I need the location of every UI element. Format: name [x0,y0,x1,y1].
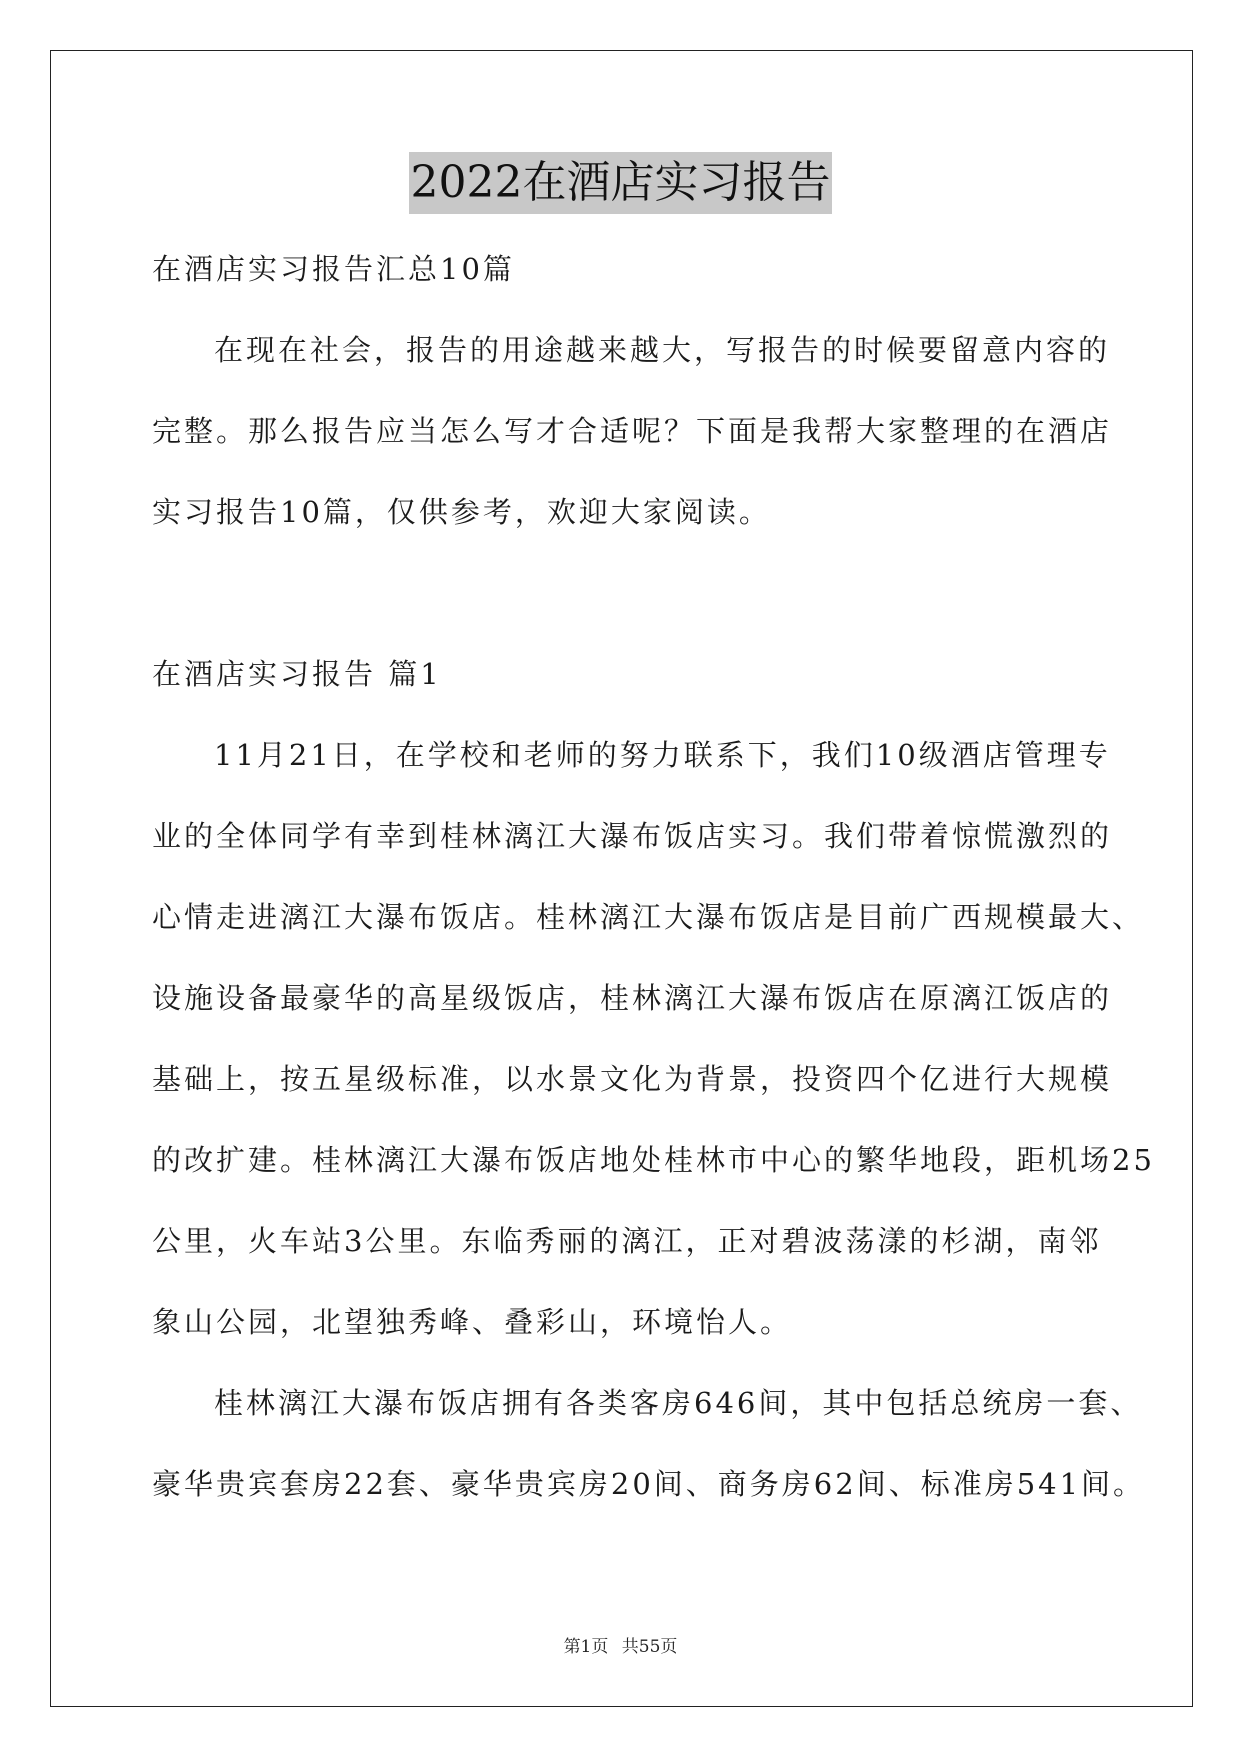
body-paragraph-line: 桂林漓江大瀑布饭店拥有各类客房646间，其中包括总统房一套、 [214,1386,1143,1420]
body-paragraph-line: 11月21日，在学校和老师的努力联系下，我们10级酒店管理专 [214,738,1111,772]
intro-paragraph-line: 实习报告10篇，仅供参考，欢迎大家阅读。 [152,495,771,529]
title-container [0,152,1241,214]
intro-paragraph-line: 在现在社会，报告的用途越来越大，写报告的时候要留意内容的 [214,333,1111,367]
paragraph-gap [152,553,1092,634]
page-number: 第1页 [563,1637,609,1657]
intro-paragraph-line: 完整。那么报告应当怎么写才合适呢？下面是我帮大家整理的在酒店 [152,414,1113,448]
body-paragraph-line: 的改扩建。桂林漓江大瀑布饭店地处桂林市中心的繁华地段，距机场25 [152,1143,1155,1177]
body-paragraph-line: 象山公园，北望独秀峰、叠彩山，环境怡人。 [152,1305,793,1339]
body-paragraph-line: 公里，火车站3公里。东临秀丽的漓江，正对碧波荡漾的杉湖，南邻 [152,1224,1102,1258]
body-paragraph-line: 基础上，按五星级标准，以水景文化为背景，投资四个亿进行大规模 [152,1062,1113,1096]
document-title: 2022在酒店实习报告 [409,152,833,214]
summary-heading: 在酒店实习报告汇总10篇 [152,252,515,286]
document-body [152,229,1155,1525]
section-heading: 在酒店实习报告 篇1 [152,657,442,691]
body-paragraph-line: 心情走进漓江大瀑布饭店。桂林漓江大瀑布饭店是目前广西规模最大、 [152,900,1145,934]
body-paragraph-line: 业的全体同学有幸到桂林漓江大瀑布饭店实习。我们带着惊慌激烈的 [152,819,1113,853]
page-footer [0,1632,1241,1657]
body-paragraph-line: 设施设备最豪华的高星级饭店，桂林漓江大瀑布饭店在原漓江饭店的 [152,981,1113,1015]
page-total: 共55页 [621,1637,678,1657]
body-paragraph-line: 豪华贵宾套房22套、豪华贵宾房20间、商务房62间、标准房541间。 [152,1467,1146,1501]
